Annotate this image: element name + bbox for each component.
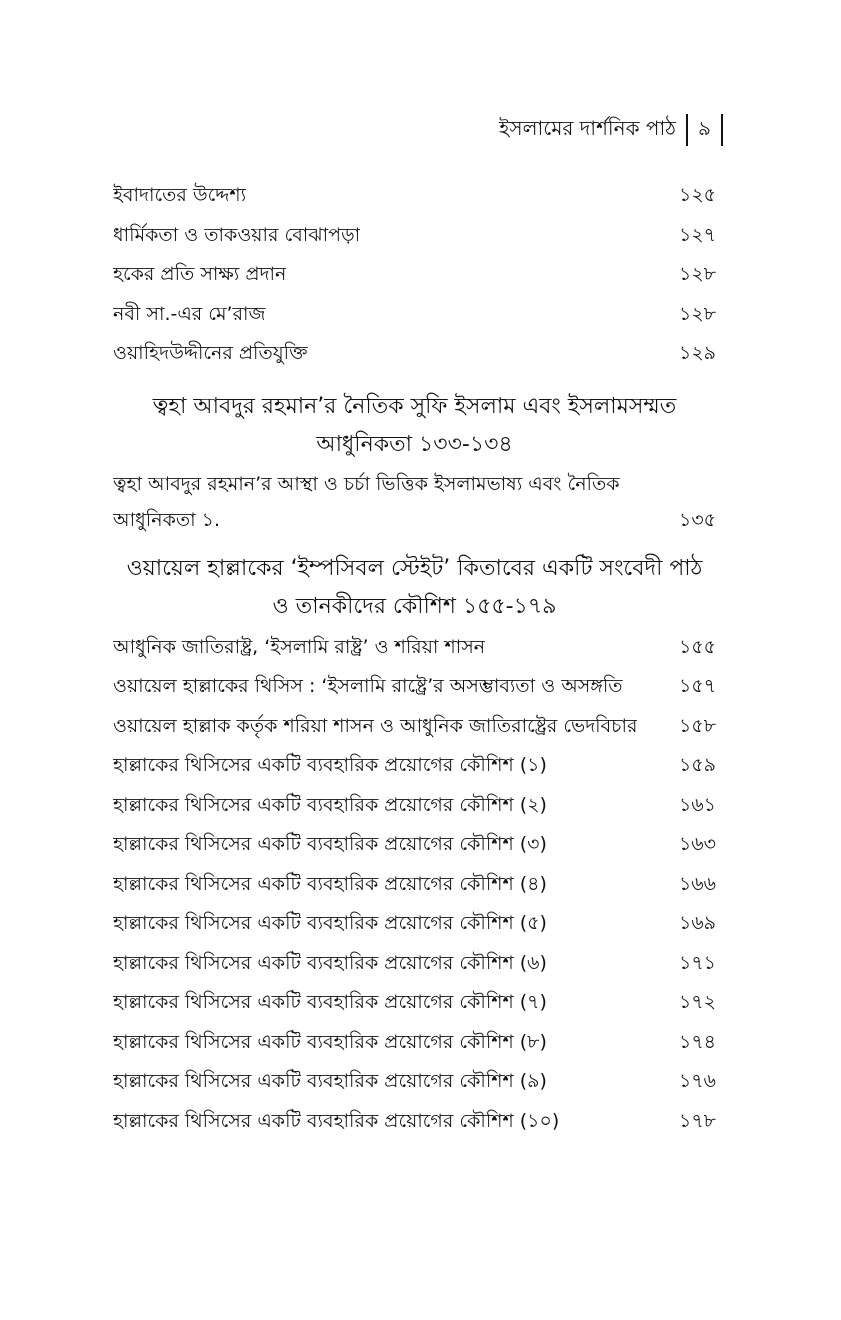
- toc-entry-title: হাল্লাকের থিসিসের একটি ব্যবহারিক প্রয়োগের কৌশিশ (২): [113, 793, 547, 816]
- toc-entry-page: ১৫৭: [678, 675, 716, 697]
- toc-entry-page: ১৭৪: [678, 1030, 716, 1053]
- toc-entry-page: ১৫৮: [679, 714, 716, 737]
- toc-entry-page: ১২৭: [678, 223, 716, 246]
- toc-entry: [113, 904, 716, 944]
- toc-entry-title: হাল্লাকের থিসিসের একটি ব্যবহারিক প্রয়োগের কৌশিশ (৫): [113, 912, 547, 934]
- toc-entry-title: হাল্লাকের থিসিসের একটি ব্যবহারিক প্রয়োগের কৌশিশ (৩): [113, 833, 547, 855]
- section-heading-line: ত্বহা আবদুর রহমান’র নৈতিক সুফি ইসলাম এবং ইসলামসম্মত: [152, 393, 677, 419]
- toc-entry-page: ১৬১: [678, 793, 716, 816]
- toc-entry: [113, 983, 716, 1023]
- toc-entry-title: হাল্লাকের থিসিসের একটি ব্যবহারিক প্রয়োগের কৌশিশ (৮): [113, 1030, 547, 1053]
- toc-entry: [113, 1062, 716, 1102]
- toc-entry: [113, 746, 716, 786]
- toc-entry: [113, 176, 716, 216]
- book-title: ইসলামের দার্শনিক পাঠ: [498, 115, 677, 140]
- toc-entry-page: ১৩৫: [678, 508, 716, 531]
- toc-entry: [113, 216, 716, 256]
- toc-entry-page: ১৫৫: [679, 635, 716, 658]
- toc-entry-title: ধার্মিকতা ও তাকওয়ার বোঝাপড়া: [113, 223, 361, 246]
- toc-entry: [113, 944, 716, 984]
- toc-entry: [113, 255, 716, 295]
- header-divider: [686, 114, 688, 146]
- toc-entry-page: ১৭২: [678, 991, 716, 1013]
- toc-entry: [113, 825, 716, 865]
- section-heading-line: ও তানকীদের কৌশিশ ১৫৫-১৭৯: [272, 593, 557, 619]
- toc-entry-page: ১৫৯: [679, 754, 716, 776]
- toc-entry: [113, 865, 716, 905]
- toc-entry-title: ত্বহা আবদুর রহমান’র আস্থা ও চর্চা ভিত্তিক ইসলামভাষ্য এবং নৈতিক: [113, 472, 620, 495]
- toc-entry-title: হাল্লাকের থিসিসের একটি ব্যবহারিক প্রয়োগের কৌশিশ (৯): [113, 1070, 547, 1092]
- header-divider-end: [721, 114, 723, 146]
- toc-entry-page: ১৬৩: [678, 833, 716, 855]
- toc-entry-page: ১৭৬: [678, 1070, 716, 1092]
- toc-entry: [113, 667, 716, 707]
- toc-entry-title: ওয়ায়েল হাল্লাকের থিসিস : ‘ইসলামি রাষ্ট্রে’র অসম্ভাব্যতা ও অসঙ্গতি: [113, 675, 623, 697]
- toc-entry-page: ১২৫: [678, 184, 716, 206]
- toc-entry-title: হাল্লাকের থিসিসের একটি ব্যবহারিক প্রয়োগের কৌশিশ (৪): [113, 872, 547, 895]
- toc-entry-title: আধুনিকতা ১.: [113, 508, 221, 531]
- toc-entry: [113, 786, 716, 826]
- toc-entry: [113, 502, 716, 538]
- toc-entry-title: হাল্লাকের থিসিসের একটি ব্যবহারিক প্রয়োগের কৌশিশ (১): [113, 754, 547, 776]
- section-heading-line: আধুনিকতা ১৩৩-১৩৪: [316, 431, 513, 457]
- toc-entry: [113, 295, 716, 335]
- toc-entry: [113, 628, 716, 668]
- section-heading-line: ওয়ায়েল হাল্লাকের ‘ইম্পসিবল স্টেইট’ কিতাবের একটি সংবেদী পাঠ: [126, 555, 703, 581]
- toc-entry-title: আধুনিক জাতিরাষ্ট্র, ‘ইসলামি রাষ্ট্র’ ও শরিয়া শাসন: [113, 635, 486, 658]
- toc-entry-title: হাল্লাকের থিসিসের একটি ব্যবহারিক প্রয়োগের কৌশিশ (৭): [113, 991, 547, 1013]
- toc-entry: [113, 1102, 716, 1142]
- table-of-contents: [113, 176, 716, 1141]
- toc-entry-title: ওয়াহিদউদ্দীনের প্রতিযুক্তি: [113, 342, 308, 364]
- toc-entry-page: ১৬৯: [678, 912, 716, 934]
- toc-entry-page: ১২৮: [678, 263, 716, 285]
- toc-entry-title: হাল্লাকের থিসিসের একটি ব্যবহারিক প্রয়োগের কৌশিশ (১০): [113, 1109, 560, 1132]
- toc-entry-page: ১২৮: [678, 302, 716, 325]
- toc-entry-page: ১৭৮: [678, 1109, 716, 1132]
- toc-entry-page: ১৬৬: [678, 872, 716, 895]
- toc-entry-title: নবী সা.-এর মে’রাজ: [113, 302, 266, 325]
- running-header: [499, 112, 723, 148]
- toc-entry-title: ওয়ায়েল হাল্লাক কর্তৃক শরিয়া শাসন ও আধুনিক জাতিরাষ্ট্রের ভেদবিচার: [113, 714, 638, 737]
- section-heading: [113, 380, 716, 466]
- toc-entry-title: হাল্লাকের থিসিসের একটি ব্যবহারিক প্রয়োগের কৌশিশ (৬): [113, 951, 547, 974]
- page-number: ৯: [698, 115, 711, 140]
- toc-entry: [113, 707, 716, 747]
- section-heading: [113, 542, 716, 628]
- toc-entry-title: হকের প্রতি সাক্ষ্য প্রদান: [113, 263, 287, 285]
- toc-entry-page: ১৭১: [678, 951, 716, 974]
- toc-entry-title: ইবাদাতের উদ্দেশ্য: [113, 184, 247, 206]
- toc-entry: [113, 466, 716, 502]
- toc-entry-page: ১২৯: [678, 342, 716, 364]
- toc-entry: [113, 1023, 716, 1063]
- toc-entry: [113, 334, 716, 374]
